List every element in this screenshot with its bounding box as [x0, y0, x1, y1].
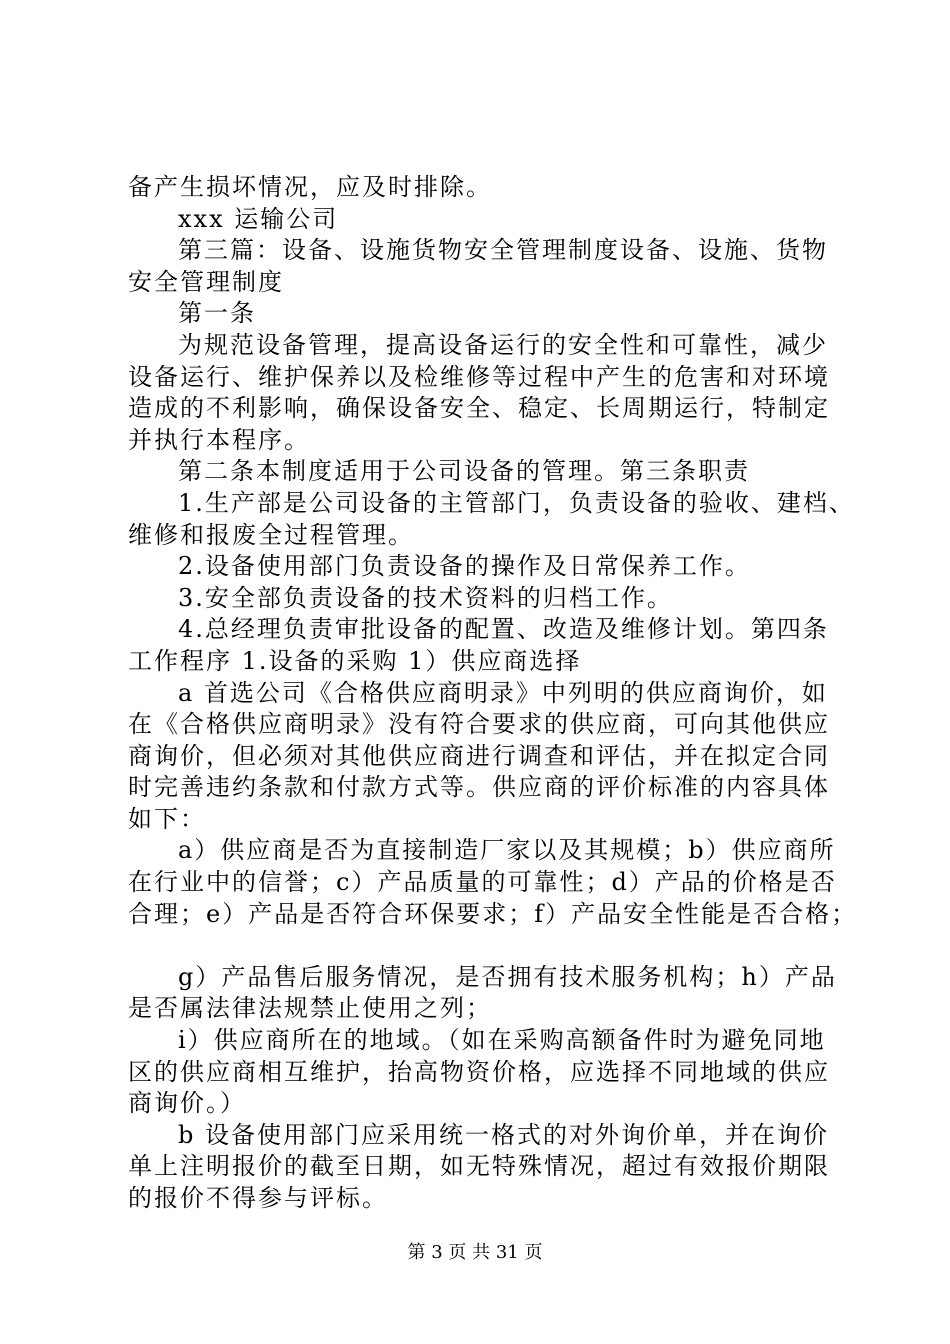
text-line: 第二条本制度适用于公司设备的管理。第三条职责	[178, 457, 750, 486]
text-line: a 首选公司《合格供应商明录》中列明的供应商询价，如	[178, 678, 828, 707]
page-number: 第 3 页 共 31 页	[407, 1242, 543, 1263]
text-line: 在行业中的信誉；c）产品质量的可靠性；d）产品的价格是否	[128, 868, 837, 897]
text-line: 的报价不得参与评标。	[128, 1184, 388, 1212]
text-line: 2.设备使用部门负责设备的操作及日常保养工作。	[178, 552, 751, 581]
text-line: a）供应商是否为直接制造厂家以及其规模；b）供应商所	[178, 836, 836, 865]
document-body	[128, 172, 858, 1215]
text-line: 设备运行、维护保养以及检维修等过程中产生的危害和对环境	[128, 362, 830, 391]
text-line: 维修和报废全过程管理。	[128, 520, 414, 549]
text-line: 工作程序 1.设备的采购 1）供应商选择	[128, 646, 582, 675]
text-line: 商询价。）	[128, 1089, 246, 1118]
text-line: 3.安全部负责设备的技术资料的归档工作。	[178, 583, 673, 612]
text-line: 为规范设备管理，提高设备运行的安全性和可靠性，减少	[178, 330, 828, 359]
text-line: i）供应商所在的地域。（如在采购高额备件时为避免同地	[178, 1026, 826, 1055]
text-line: 商询价，但必须对其他供应商进行调查和评估，并在拟定合同	[128, 741, 830, 770]
text-line: 合理；e）产品是否符合环保要求；f）产品安全性能是否合格；	[128, 899, 858, 928]
text-line: 时完善违约条款和付款方式等。供应商的评价标准的内容具体	[128, 773, 830, 802]
text-line: 4.总经理负责审批设备的配置、改造及维修计划。第四条	[178, 615, 829, 644]
text-line: 并执行本程序。	[128, 425, 310, 454]
text-line: g）产品售后服务情况，是否拥有技术服务机构；h）产品	[178, 962, 837, 991]
text-line: 第三篇：设备、设施货物安全管理制度设备、设施、货物	[178, 236, 828, 265]
text-line: 区的供应商相互维护，抬高物资价格，应选择不同地域的供应	[128, 1057, 830, 1086]
text-line: 1.生产部是公司设备的主管部门，负责设备的验收、建档、	[178, 488, 855, 517]
page-footer	[0, 1241, 950, 1265]
text-line: xxx 运输公司	[178, 204, 339, 233]
text-line: 第一条	[178, 299, 256, 328]
blank-line	[128, 930, 842, 962]
text-line: 安全管理制度	[128, 267, 284, 296]
text-line: 备产生损坏情况，应及时排除。	[128, 173, 492, 201]
text-line: b 设备使用部门应采用统一格式的对外询价单，并在询价	[178, 1120, 829, 1149]
text-line: 造成的不利影响，确保设备安全、稳定、长周期运行，特制定	[128, 394, 830, 423]
text-line: 是否属法律法规禁止使用之列；	[128, 994, 492, 1023]
text-line: 在《合格供应商明录》没有符合要求的供应商，可向其他供应	[128, 710, 830, 739]
text-line: 单上注明报价的截至日期，如无特殊情况，超过有效报价期限	[128, 1152, 830, 1181]
text-line: 如下：	[128, 804, 206, 833]
